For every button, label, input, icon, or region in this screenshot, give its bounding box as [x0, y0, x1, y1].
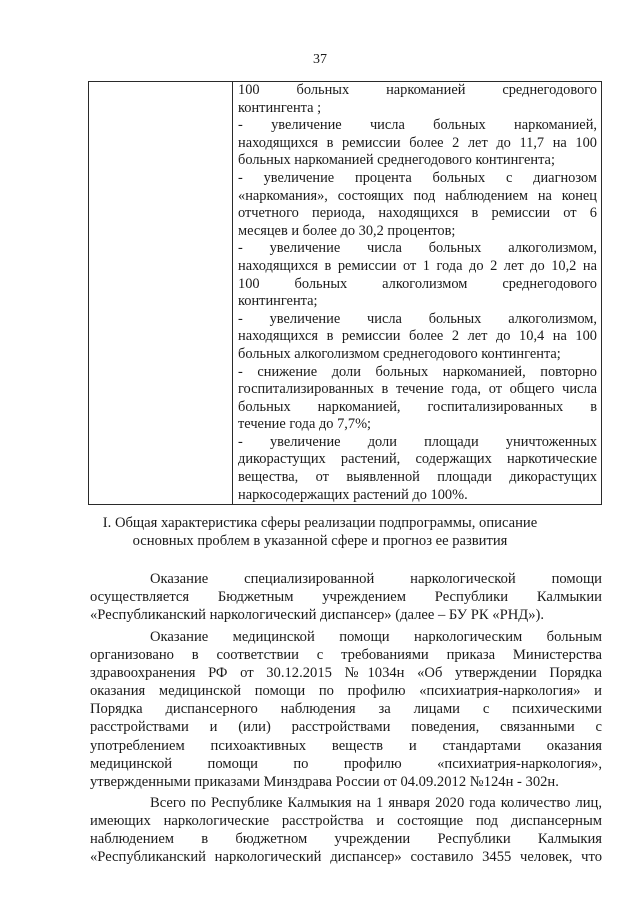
paragraph-line: утвержденными приказами Минздрава России от 04.09.2012 №124н - 302н.	[90, 773, 559, 790]
paragraph-line: оказания медицинской помощи по профилю «психиатрия-наркология» и	[90, 683, 602, 700]
table-cell-line: находящихся в ремиссии более 2 лет до 10,4 на 100	[238, 328, 597, 345]
paragraph-registered-patients	[90, 794, 602, 866]
table-cell-line: вещества, от выявленной площади дикорастущих	[238, 469, 597, 486]
table-cell-line: - увеличение доли площади уничтоженных	[238, 433, 597, 450]
table-cell-line: - увеличение числа больных наркоманией,	[238, 117, 597, 134]
paragraph-line: «Республиканский наркологический диспансер» (далее – БУ РК «РНД»).	[90, 607, 544, 624]
table-cell-indicators	[233, 82, 602, 505]
table-cell-line: контингента;	[238, 293, 318, 310]
table-cell-line: контингента ;	[238, 99, 322, 116]
paragraph-line: осуществляется Бюджетным учреждением Республики Калмыкии	[90, 589, 602, 606]
table-cell-line: госпитализированных в течение года, от общего числа	[238, 381, 597, 398]
paragraph-line: Порядка диспансерного наблюдения за лицами с психическими	[90, 701, 602, 718]
table-cell-line: наркосодержащих растений до 100%.	[238, 486, 468, 503]
paragraph-specialized-care	[90, 570, 602, 624]
section-heading-line: I. Общая характеристика сферы реализации подпрограммы, описание	[102, 515, 538, 531]
paragraph-medical-care-order	[90, 628, 602, 791]
table-cell-line: «наркомания», состоящих под наблюдением на конец	[238, 187, 597, 204]
section-heading-line: основных проблем в указанной сфере и прогноз ее развития	[132, 533, 508, 549]
paragraph-line: организовано в соответствии с требованиями приказа Министерства	[90, 647, 602, 664]
table-cell-line: дикорастущих растений, содержащих наркотические	[238, 451, 597, 468]
paragraph-line: употреблением психоактивных веществ и стандартами оказания	[90, 737, 602, 754]
paragraph-line: медицинской помощи по профилю «психиатрия-наркология»,	[90, 755, 602, 772]
section-heading	[0, 514, 640, 550]
page-number: 37	[313, 52, 327, 67]
table-cell-line: 100 больных наркоманией среднегодового	[238, 82, 597, 98]
table-cell-line: течение года до 7,7%;	[238, 416, 372, 433]
table-cell-line: - снижение доли больных наркоманией, повторно	[238, 363, 597, 380]
paragraph-line: наблюдением в бюджетном учреждении Республики Калмыкия	[90, 831, 602, 848]
table-cell-empty	[89, 82, 233, 505]
table-row	[89, 82, 602, 505]
paragraph-line: «Республиканский наркологический диспансер» составило 3455 человек, что	[90, 849, 602, 866]
table-cell-line: находящихся в ремиссии более 2 лет до 11,7 на 100	[238, 134, 597, 151]
table-cell-line: - увеличение числа больных алкоголизмом,	[238, 240, 597, 257]
table-cell-line: больных алкоголизмом среднегодового контингента;	[238, 345, 561, 362]
paragraph-line: расстройствами и (или) расстройствами поведения, связанными с	[90, 719, 602, 736]
paragraph-line: Всего по Республике Калмыкия на 1 января 2020 года количество лиц,	[150, 795, 602, 811]
paragraph-line: здравоохранения РФ от 30.12.2015 №1034н «Об утверждении Порядка	[90, 665, 602, 682]
table-cell-line: отчетного периода, находящихся в ремиссии от 6	[238, 205, 597, 222]
paragraph-line: Оказание специализированной наркологической помощи	[150, 571, 602, 587]
table-cell-line: больных наркоманией, госпитализированных в	[238, 398, 597, 415]
paragraph-line: имеющих наркологические расстройства и состоящие под диспансерным	[90, 813, 602, 830]
table-cell-line: 100 больных алкоголизмом среднегодового	[238, 275, 597, 292]
table-cell-line: находящихся в ремиссии от 1 года до 2 лет до 10,2 на	[238, 257, 597, 274]
table-cell-line: - увеличение числа больных алкоголизмом,	[238, 310, 597, 327]
indicators-table-fragment	[88, 81, 602, 505]
table-cell-line: месяцев и более до 30,2 процентов;	[238, 222, 456, 239]
table-cell-line: больных наркоманией среднегодового контингента;	[238, 152, 555, 169]
table-cell-line: - увеличение процента больных с диагнозом	[238, 169, 597, 186]
paragraph-line: Оказание медицинской помощи наркологическим больным	[150, 629, 602, 645]
